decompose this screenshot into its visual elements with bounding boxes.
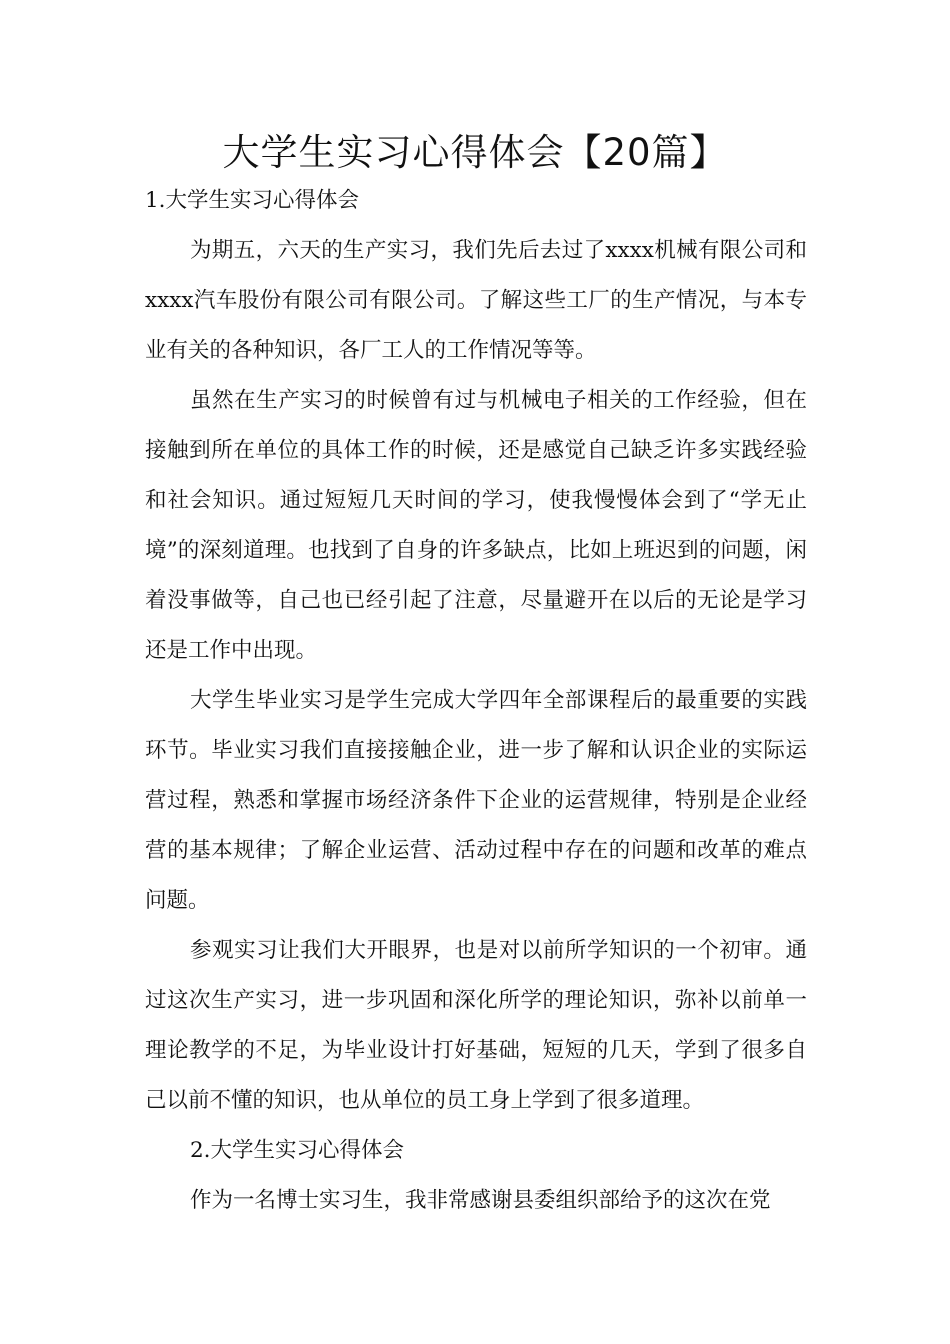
paragraph: 虽然在生产实习的时候曾有过与机械电子相关的工作经验，但在接触到所在单位的具体工作的时候，还是感觉自己缺乏许多实践经验和社会知识。通过短短几天时间的学习，使我慢慢体会到了“学无止境”的深刻道理。也找到了自身的许多缺点，比如上班迟到的问题，闲着没事做等，自己也已经引起了注意，尽量避开在以后的无论是学习还是工作中出现。 (145, 388, 807, 663)
document-title: 大学生实习心得体会【20篇】 (222, 131, 728, 174)
paragraph: 大学生毕业实习是学生完成大学四年全部课程后的最重要的实践环节。毕业实习我们直接接触企业，进一步了解和认识企业的实际运营过程，熟悉和掌握市场经济条件下企业的运营规律，特别是企业经营的基本规律；了解企业运营、活动过程中存在的问题和改革的难点问题。 (145, 688, 807, 913)
section-heading-2: 2.大学生实习心得体会 (190, 1138, 405, 1163)
paragraph: 为期五，六天的生产实习，我们先后去过了xxxx机械有限公司和xxxx汽车股份有限公司有限公司。了解这些工厂的生产情况，与本专业有关的各种知识，各厂工人的工作情况等等。 (145, 238, 807, 363)
paragraph: 作为一名博士实习生，我非常感谢县委组织部给予的这次在党 (190, 1188, 771, 1213)
paragraph: 参观实习让我们大开眼界，也是对以前所学知识的一个初审。通过这次生产实习，进一步巩固和深化所学的理论知识，弥补以前单一理论教学的不足，为毕业设计打好基础，短短的几天，学到了很多自己以前不懂的知识，也从单位的员工身上学到了很多道理。 (145, 938, 807, 1113)
document-body (145, 176, 807, 1226)
section-heading-1: 1.大学生实习心得体会 (145, 188, 360, 213)
